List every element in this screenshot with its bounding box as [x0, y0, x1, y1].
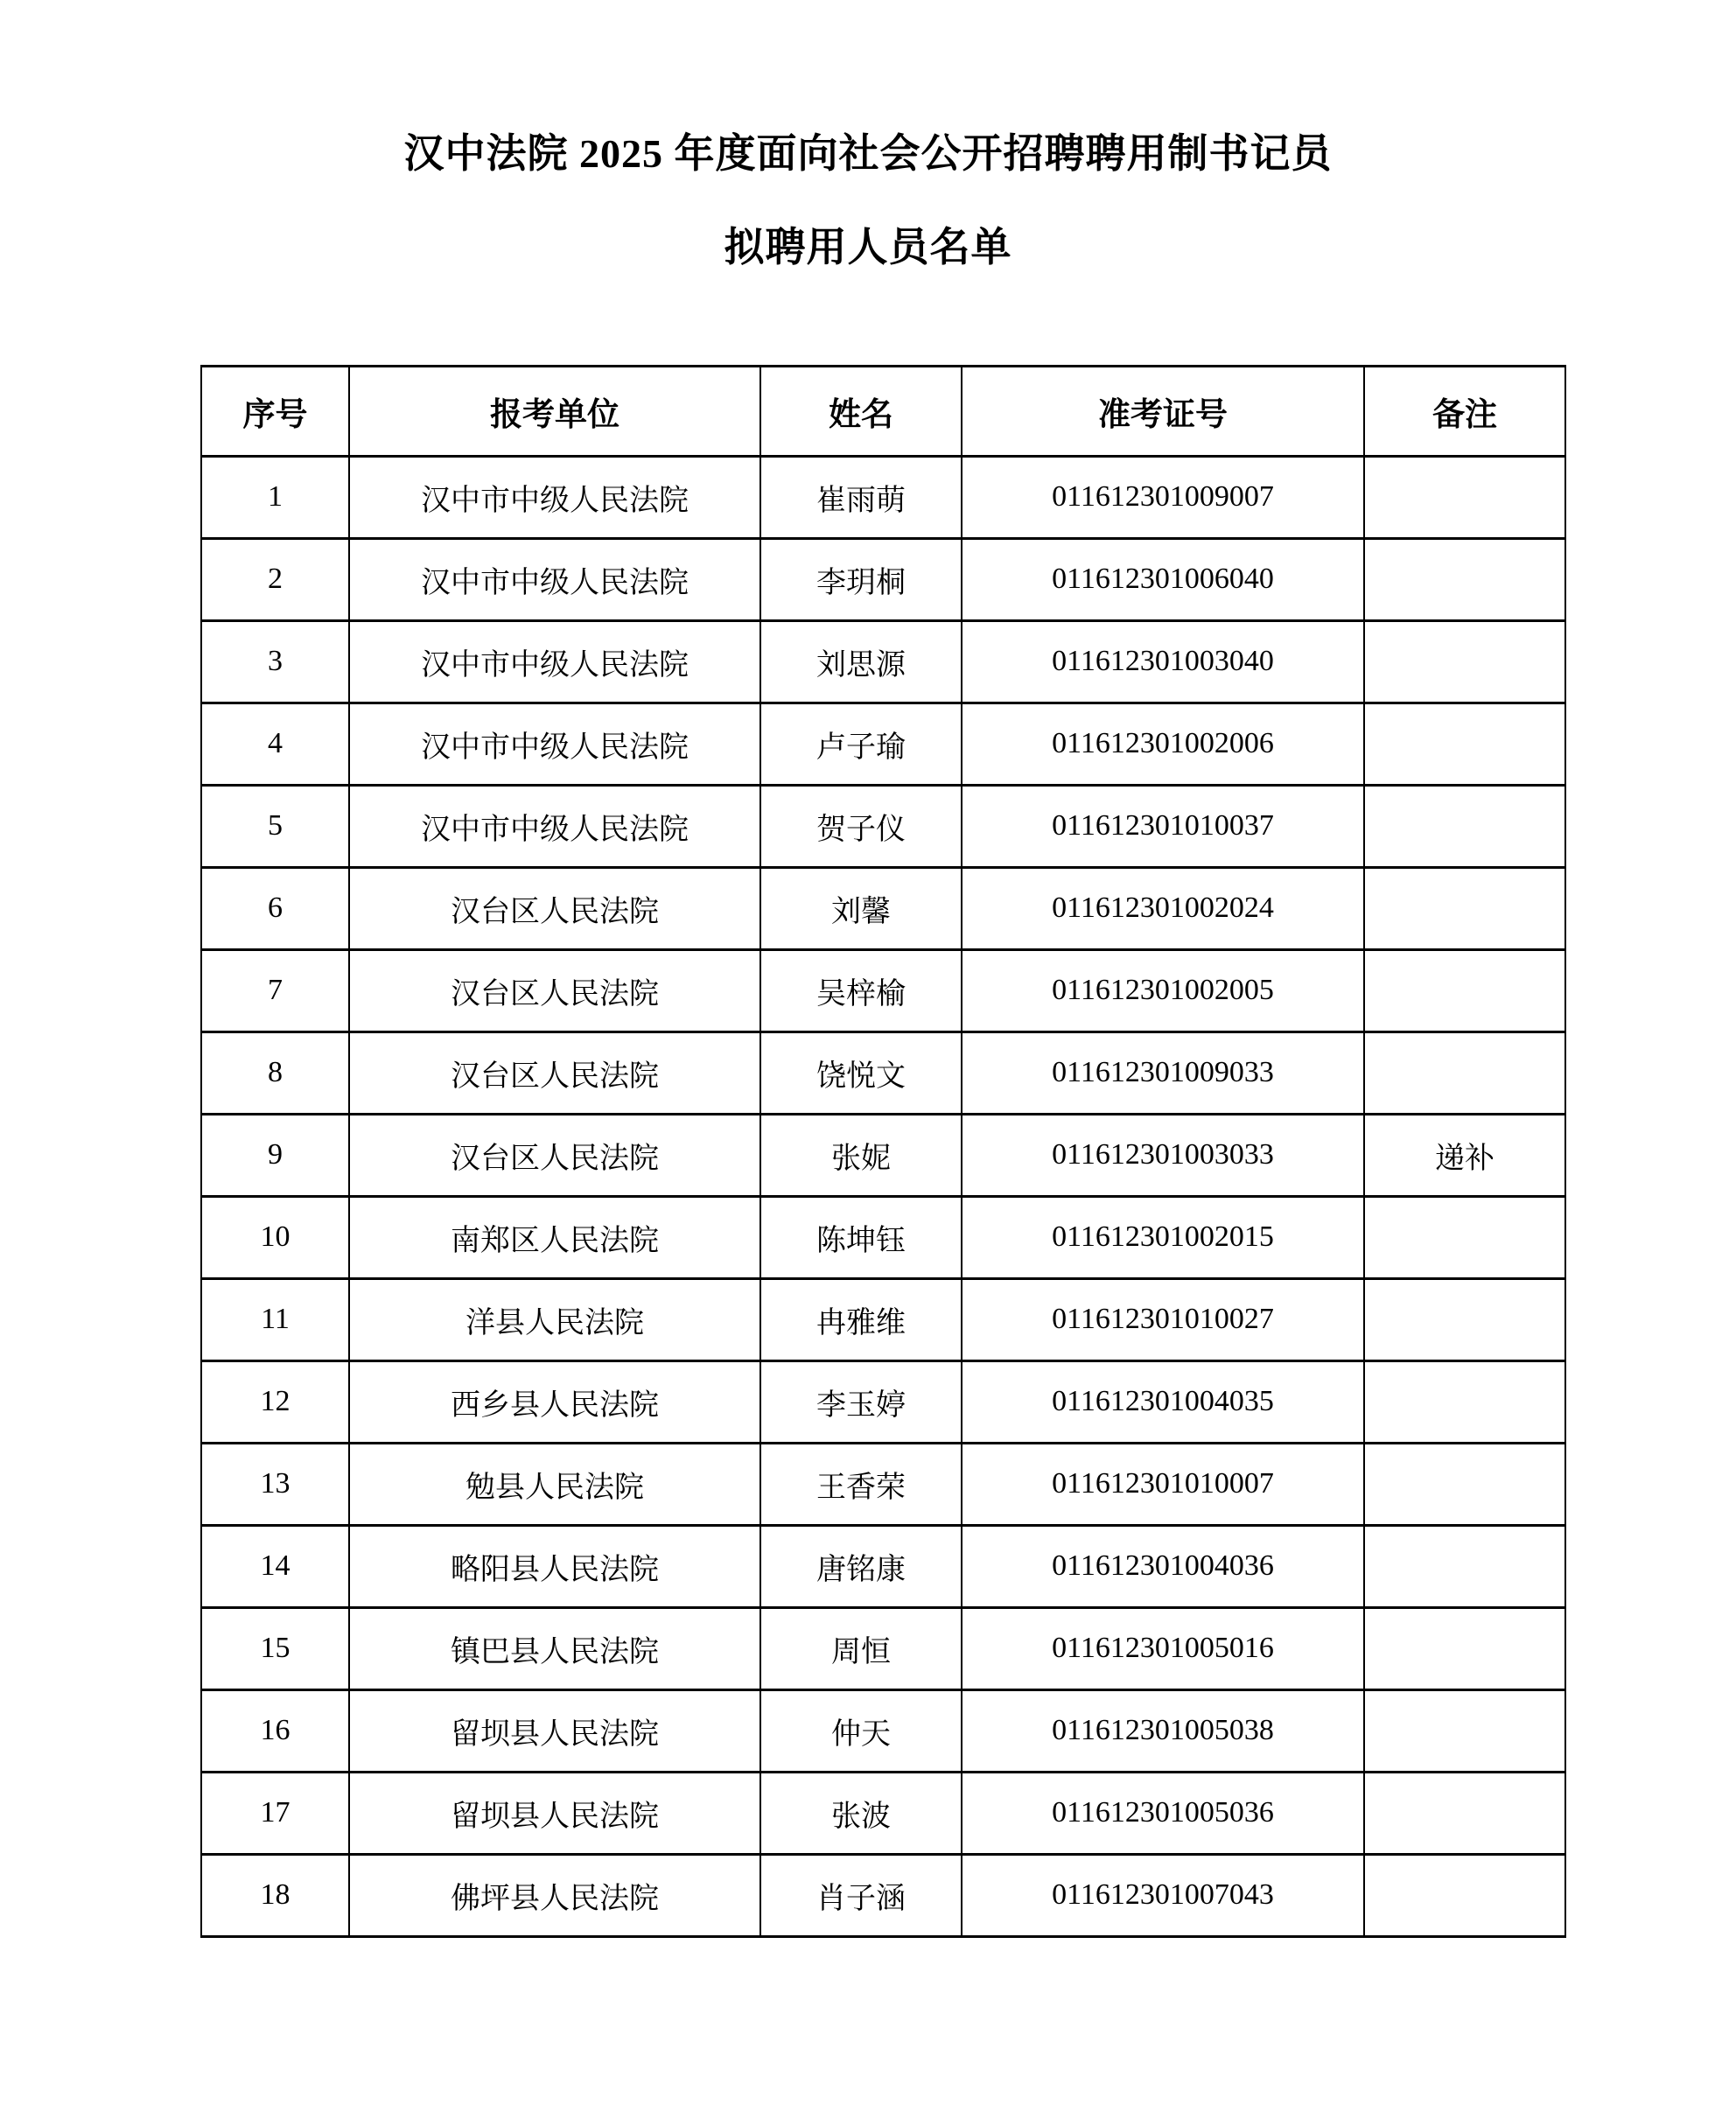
table-row: [201, 703, 1565, 785]
cell-remark: [1364, 1443, 1565, 1525]
cell-no: 15: [201, 1607, 349, 1689]
table-row: [201, 620, 1565, 703]
table-row: [201, 1689, 1565, 1772]
table-row: [201, 1278, 1565, 1360]
cell-no: 12: [201, 1360, 349, 1443]
cell-remark: [1364, 1854, 1565, 1936]
cell-no: 1: [201, 456, 349, 538]
cell-unit: 西乡县人民法院: [349, 1360, 760, 1443]
cell-ticket: 011612301005016: [962, 1607, 1364, 1689]
table-header: [201, 366, 1565, 456]
cell-unit: 镇巴县人民法院: [349, 1607, 760, 1689]
cell-name: 仲天: [760, 1689, 962, 1772]
cell-name: 李玉婷: [760, 1360, 962, 1443]
cell-name: 饶悦文: [760, 1032, 962, 1114]
cell-remark: [1364, 1278, 1565, 1360]
cell-name: 崔雨萌: [760, 456, 962, 538]
table-row: [201, 1032, 1565, 1114]
table-row: [201, 1196, 1565, 1278]
cell-unit: 洋县人民法院: [349, 1278, 760, 1360]
cell-name: 张妮: [760, 1114, 962, 1196]
cell-name: 刘馨: [760, 867, 962, 949]
cell-ticket: 011612301002005: [962, 949, 1364, 1032]
cell-unit: 汉中市中级人民法院: [349, 785, 760, 867]
table-row: [201, 1607, 1565, 1689]
hire-list-table: [200, 365, 1566, 1938]
cell-unit: 汉台区人民法院: [349, 867, 760, 949]
table-row: [201, 867, 1565, 949]
cell-unit: 略阳县人民法院: [349, 1525, 760, 1607]
cell-remark: [1364, 1360, 1565, 1443]
cell-unit: 佛坪县人民法院: [349, 1854, 760, 1936]
column-header-name: 姓名: [760, 366, 962, 456]
cell-unit: 汉台区人民法院: [349, 949, 760, 1032]
cell-remark: [1364, 703, 1565, 785]
cell-no: 18: [201, 1854, 349, 1936]
cell-no: 17: [201, 1772, 349, 1854]
cell-remark: [1364, 1525, 1565, 1607]
cell-ticket: 011612301005036: [962, 1772, 1364, 1854]
cell-no: 6: [201, 867, 349, 949]
cell-remark: [1364, 1607, 1565, 1689]
cell-remark: [1364, 1196, 1565, 1278]
cell-ticket: 011612301004035: [962, 1360, 1364, 1443]
cell-no: 16: [201, 1689, 349, 1772]
cell-unit: 南郑区人民法院: [349, 1196, 760, 1278]
cell-remark: [1364, 538, 1565, 620]
cell-no: 3: [201, 620, 349, 703]
column-header-ticket: 准考证号: [962, 366, 1364, 456]
cell-remark: [1364, 620, 1565, 703]
cell-name: 肖子涵: [760, 1854, 962, 1936]
cell-unit: 留坝县人民法院: [349, 1689, 760, 1772]
cell-remark: [1364, 1032, 1565, 1114]
cell-ticket: 011612301010027: [962, 1278, 1364, 1360]
cell-ticket: 011612301002006: [962, 703, 1364, 785]
cell-no: 4: [201, 703, 349, 785]
cell-ticket: 011612301010007: [962, 1443, 1364, 1525]
cell-unit: 汉中市中级人民法院: [349, 538, 760, 620]
cell-name: 贺子仪: [760, 785, 962, 867]
cell-ticket: 011612301002015: [962, 1196, 1364, 1278]
cell-ticket: 011612301006040: [962, 538, 1364, 620]
column-header-remark: 备注: [1364, 366, 1565, 456]
cell-no: 11: [201, 1278, 349, 1360]
cell-no: 14: [201, 1525, 349, 1607]
cell-name: 吴梓榆: [760, 949, 962, 1032]
cell-name: 刘思源: [760, 620, 962, 703]
cell-remark: [1364, 785, 1565, 867]
cell-no: 13: [201, 1443, 349, 1525]
table-row: [201, 1772, 1565, 1854]
cell-ticket: 011612301003040: [962, 620, 1364, 703]
table-row: [201, 456, 1565, 538]
cell-unit: 汉台区人民法院: [349, 1032, 760, 1114]
document-title-line1: 汉中法院 2025 年度面向社会公开招聘聘用制书记员: [403, 131, 1333, 176]
cell-remark: [1364, 949, 1565, 1032]
cell-name: 卢子瑜: [760, 703, 962, 785]
table-row: [201, 785, 1565, 867]
table-row: [201, 1360, 1565, 1443]
cell-ticket: 011612301005038: [962, 1689, 1364, 1772]
cell-unit: 汉中市中级人民法院: [349, 456, 760, 538]
cell-unit: 汉中市中级人民法院: [349, 620, 760, 703]
cell-name: 陈坤钰: [760, 1196, 962, 1278]
cell-name: 王香荣: [760, 1443, 962, 1525]
cell-name: 张波: [760, 1772, 962, 1854]
cell-ticket: 011612301009007: [962, 456, 1364, 538]
cell-ticket: 011612301002024: [962, 867, 1364, 949]
table-row: [201, 949, 1565, 1032]
cell-remark: [1364, 456, 1565, 538]
cell-ticket: 011612301007043: [962, 1854, 1364, 1936]
cell-name: 周恒: [760, 1607, 962, 1689]
table-row: [201, 538, 1565, 620]
cell-ticket: 011612301009033: [962, 1032, 1364, 1114]
cell-name: 冉雅维: [760, 1278, 962, 1360]
cell-unit: 汉台区人民法院: [349, 1114, 760, 1196]
table-row: [201, 1525, 1565, 1607]
cell-no: 8: [201, 1032, 349, 1114]
cell-remark: [1364, 867, 1565, 949]
cell-unit: 汉中市中级人民法院: [349, 703, 760, 785]
cell-ticket: 011612301004036: [962, 1525, 1364, 1607]
cell-no: 10: [201, 1196, 349, 1278]
table-body: [201, 456, 1565, 1936]
cell-remark: [1364, 1772, 1565, 1854]
document-title-line2: 拟聘用人员名单: [724, 224, 1012, 269]
cell-no: 2: [201, 538, 349, 620]
cell-unit: 留坝县人民法院: [349, 1772, 760, 1854]
cell-no: 7: [201, 949, 349, 1032]
column-header-unit: 报考单位: [349, 366, 760, 456]
cell-unit: 勉县人民法院: [349, 1443, 760, 1525]
table-row: [201, 1443, 1565, 1525]
column-header-no: 序号: [201, 366, 349, 456]
cell-name: 唐铭康: [760, 1525, 962, 1607]
cell-ticket: 011612301010037: [962, 785, 1364, 867]
cell-no: 5: [201, 785, 349, 867]
cell-name: 李玥桐: [760, 538, 962, 620]
cell-remark: 递补: [1364, 1114, 1565, 1196]
table-row: [201, 1114, 1565, 1196]
header-row: [201, 366, 1565, 456]
cell-no: 9: [201, 1114, 349, 1196]
cell-remark: [1364, 1689, 1565, 1772]
table-row: [201, 1854, 1565, 1936]
cell-ticket: 011612301003033: [962, 1114, 1364, 1196]
